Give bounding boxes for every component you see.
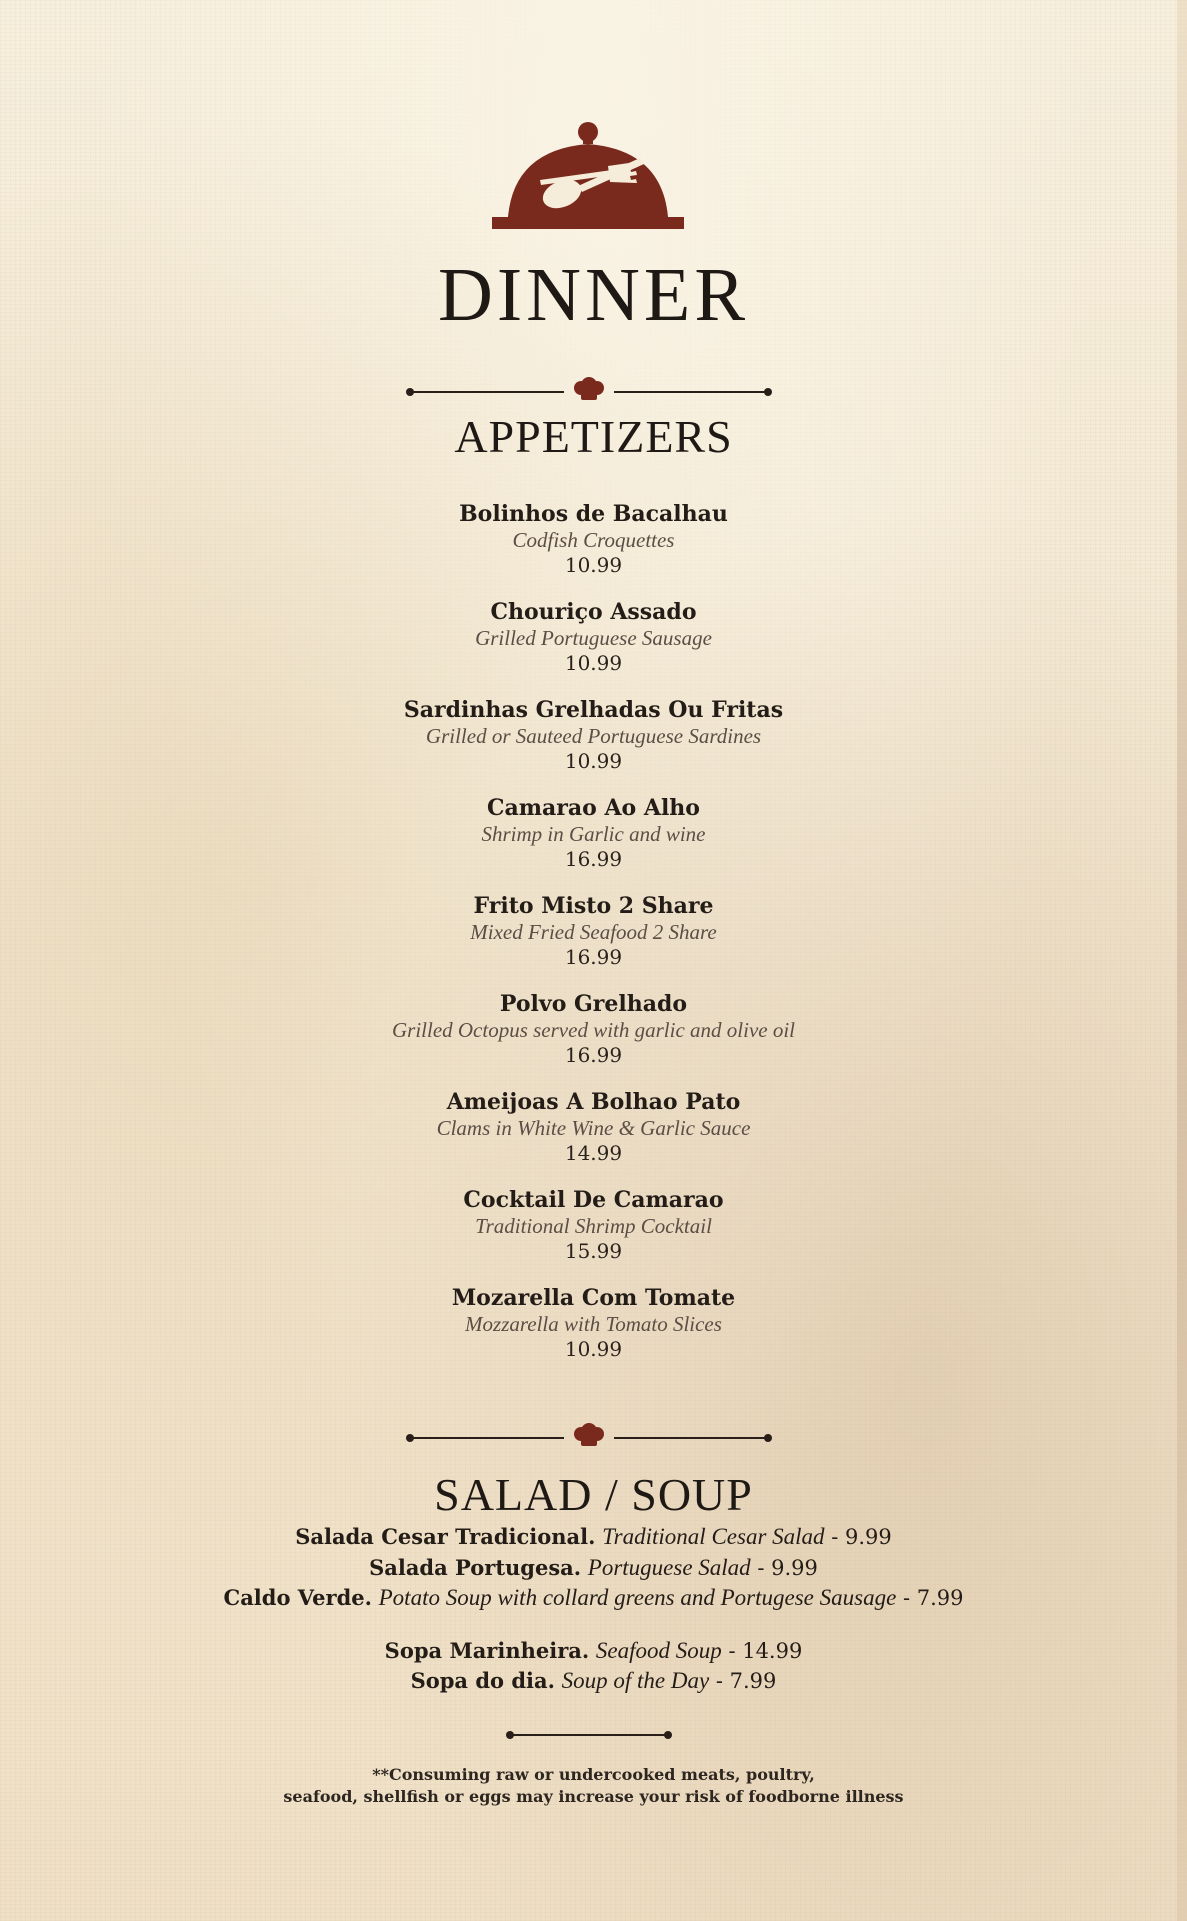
list-item <box>0 1186 1187 1284</box>
item-name: Mozarella Com Tomate <box>451 1285 736 1311</box>
item-description: Grilled Octopus served with garlic and olive oil <box>391 1018 796 1042</box>
item-name: Salada Portugesa. <box>369 1554 582 1580</box>
item-description: Shrimp in Garlic and wine <box>481 822 706 846</box>
item-price: 10.99 <box>564 553 623 577</box>
salad-soup-list <box>0 1522 1187 1697</box>
item-name: Caldo Verde. <box>223 1585 372 1610</box>
item-name: Sopa do dia. <box>410 1668 555 1693</box>
menu-title: DINNER <box>437 253 750 337</box>
food-safety-disclaimer <box>0 1764 1187 1808</box>
list-item <box>0 1522 1187 1553</box>
appetizers-heading: APPETIZERS <box>454 411 733 462</box>
list-item <box>0 696 1187 794</box>
item-price: 10.99 <box>564 749 623 773</box>
item-name: Camarao Ao Alho <box>487 795 700 821</box>
item-description: Soup of the Day <box>561 1668 710 1693</box>
salad-soup-heading: SALAD / SOUP <box>434 1469 753 1520</box>
item-price: - 9.99 <box>757 1555 818 1580</box>
disclaimer-line: seafood, shellfish or eggs may increase your risk of foodborne illness <box>283 1787 904 1806</box>
item-name: Polvo Grelhado <box>499 991 688 1017</box>
item-price: - 7.99 <box>715 1669 777 1693</box>
list-item <box>0 500 1187 598</box>
disclaimer-line: **Consuming raw or undercooked meats, poultry, <box>372 1765 815 1784</box>
appetizers-list <box>0 500 1187 1382</box>
plain-divider <box>504 1720 674 1750</box>
list-item <box>0 1284 1187 1382</box>
item-price: 16.99 <box>564 847 623 871</box>
item-name: Ameijoas A Bolhao Pato <box>446 1089 741 1115</box>
item-name: Sardinhas Grelhadas Ou Fritas <box>403 697 784 723</box>
list-item <box>0 1636 1187 1667</box>
chef-hat-icon <box>574 1423 604 1446</box>
item-description: Portuguese Salad <box>587 1554 751 1580</box>
list-item <box>0 1553 1187 1584</box>
list-item <box>0 1583 1187 1614</box>
item-price: - 14.99 <box>728 1638 803 1663</box>
list-item <box>0 794 1187 892</box>
item-price: 16.99 <box>564 945 623 969</box>
item-description: Traditional Cesar Salad <box>602 1524 825 1549</box>
cloche-icon <box>490 122 686 234</box>
ornament-divider <box>404 1420 774 1450</box>
item-description: Traditional Shrimp Cocktail <box>475 1214 712 1238</box>
list-item <box>0 990 1187 1088</box>
list-item <box>0 598 1187 696</box>
item-description: Seafood Soup <box>595 1637 722 1663</box>
item-description: Clams in White Wine & Garlic Sauce <box>436 1116 751 1140</box>
item-name: Sopa Marinheira. <box>384 1637 590 1663</box>
item-price: 10.99 <box>564 1337 623 1361</box>
list-item <box>0 1088 1187 1186</box>
list-item <box>0 1666 1187 1697</box>
item-description: Mozzarella with Tomato Slices <box>465 1312 722 1336</box>
chef-hat-icon <box>574 377 604 400</box>
item-price: 14.99 <box>564 1141 623 1165</box>
list-item <box>0 892 1187 990</box>
item-description: Grilled Portuguese Sausage <box>475 626 712 650</box>
ornament-divider <box>404 374 774 404</box>
item-name: Bolinhos de Bacalhau <box>459 501 728 527</box>
item-price: - 9.99 <box>831 1525 892 1549</box>
item-description: Codfish Croquettes <box>512 528 675 552</box>
item-price: 10.99 <box>564 651 623 675</box>
item-name: Salada Cesar Tradicional. <box>295 1524 596 1549</box>
item-description: Potato Soup with collard greens and Portugese Sausage <box>378 1585 897 1610</box>
item-description: Mixed Fried Seafood 2 Share <box>470 920 717 944</box>
item-price: 16.99 <box>564 1043 623 1067</box>
item-description: Grilled or Sauteed Portuguese Sardines <box>425 724 762 748</box>
item-price: 15.99 <box>564 1239 623 1263</box>
item-price: - 7.99 <box>902 1586 964 1610</box>
item-name: Cocktail De Camarao <box>463 1187 724 1213</box>
item-name: Chouriço Assado <box>490 599 697 625</box>
item-name: Frito Misto 2 Share <box>473 893 714 919</box>
